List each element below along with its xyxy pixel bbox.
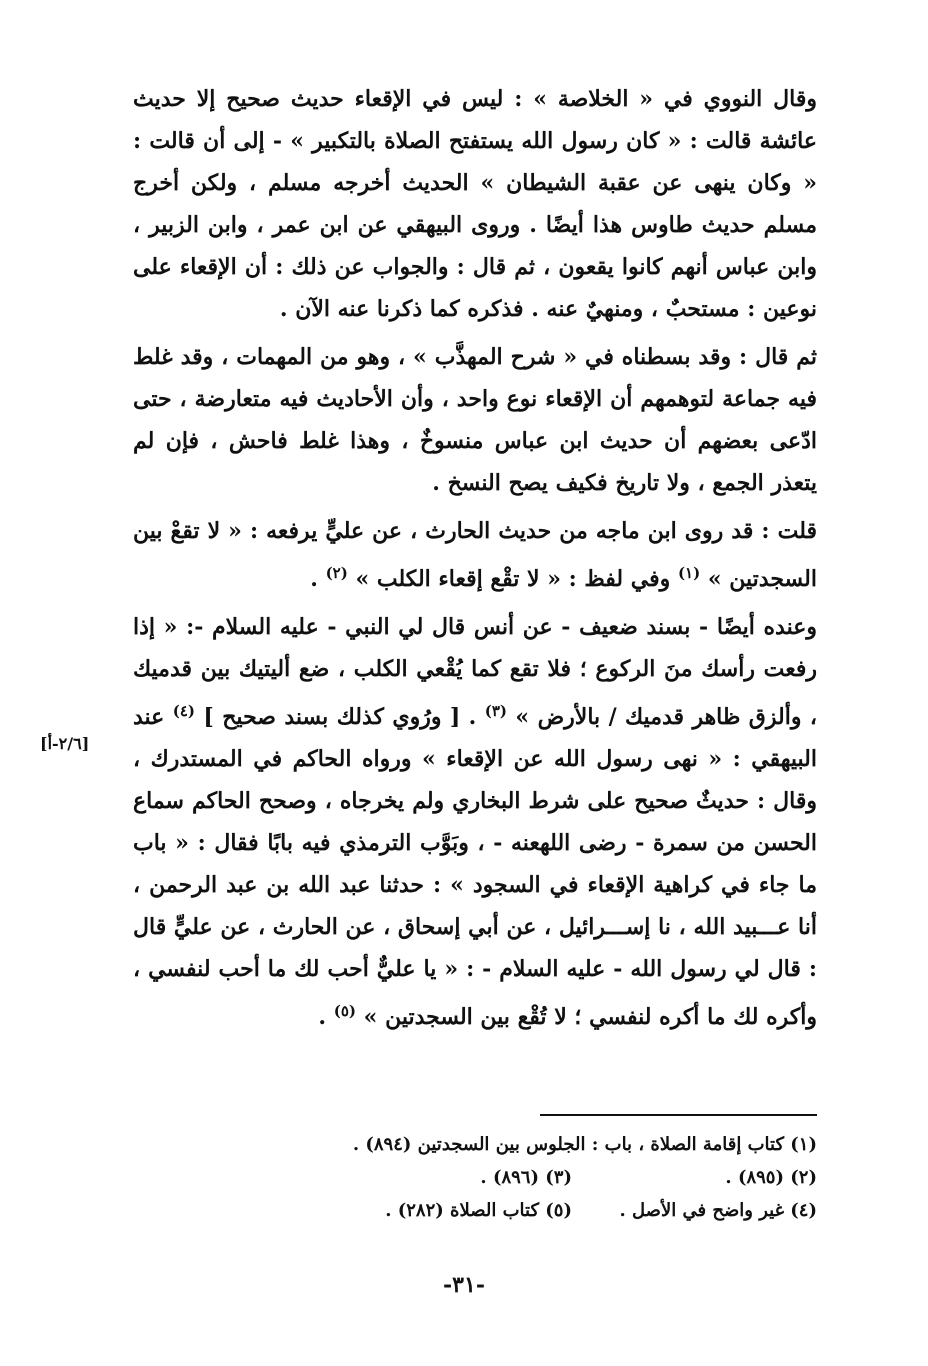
footnote-4: (٤) غير واضح في الأصل . (619, 1200, 817, 1221)
footnote-2: (٢) (٨٩٥) . (725, 1167, 817, 1188)
manuscript-folio-reference: [٢/٦-أ] (40, 734, 90, 753)
paragraph-text: . (310, 566, 318, 592)
footnote-1: (١) كتاب إقامة الصلاة ، باب : الجلوس بين السجدتين (٨٩٤) . (352, 1134, 817, 1155)
paragraph-text: ثم قال : وقد بسطناه في « شرح المهذَّب » ، وهو من المهمات ، وقد غلط فيه جماعة لتوهمهم أن الإقعاء نوع واحد ، وأن الأحاديث فيه متعارضة ، حتى ادّعى بعضهم أن حديث ابن عباس منسوخٌ ، وهذا غلط فاحش ، فإن لم يتعذر الجمع ، ولا تاريخ فكيف يصح النسخ . (133, 344, 817, 496)
footnote-row (200, 1194, 817, 1227)
paragraph-text: عند البيهقي : « نهى رسول الله عن الإقعاء » ورواه الحاكم في المستدرك ، وقال : حديثٌ صحيح على شرط البخاري ولم يخرجاه ، وصحح الحاكم سماع الحسن من سمرة - رضى اللهعنه - ، وبَوَّب الترمذي فيه بابًا فقال : « باب ما جاء في كراهية الإقعاء في السجود » : حدثنا عبد الله بن عبد الرحمن ، أنا عـــبيد الله ، نا إســـرائيل ، عن أبي إسحاق ، عن الحارث ، عن عليٍّ قال : قال لي رسول الله - عليه السلام - : « يا عليٌّ أحب لك ما أحب لنفسي ، وأكره لك ما أكره لنفسي ؛ لا تُقْع بين السجدتين » (133, 704, 818, 1030)
footnote-divider (540, 1114, 817, 1116)
paragraph-nawawi (133, 78, 817, 330)
footnote-marker-2: (٢) (325, 564, 348, 582)
paragraph-text: وقال النووي في « الخلاصة » : ليس في الإقعاء حديث صحيح إلا حديث عائشة قالت : « كان رسول الله يستفتح الصلاة بالتكبير » - إلى أن قالت : « وكان ينهى عن عقبة الشيطان » الحديث أخرجه مسلم ، ولكن أخرج مسلم حديث طاوس هذا أيضًا . وروى البيهقي عن ابن عمر ، وابن الزبير ، وابن عباس أنهم كانوا يقعون ، ثم قال : والجواب عن ذلك : أن الإقعاء على نوعين : مستحبٌ ، ومنهيٌ عنه . فذكره كما ذكرنا عنه الآن . (133, 86, 817, 322)
footnotes (200, 1128, 817, 1227)
main-text (133, 78, 817, 1044)
paragraph-text: قلت : قد روى ابن ماجه من حديث الحارث ، عن عليٍّ يرفعه : « لا تقعْ بين السجدتين » (133, 518, 817, 592)
paragraph-qultu (133, 510, 817, 600)
paragraph-text: وفي لفظ : « لا تقْع إقعاء الكلب » (355, 566, 671, 592)
footnote-3: (٣) (٨٩٦) . (480, 1167, 572, 1188)
paragraph-anas (133, 606, 817, 1038)
paragraph-commentary (133, 336, 817, 504)
footnote-5: (٥) كتاب الصلاة (٢٨٢) . (385, 1200, 572, 1221)
footnote-row (200, 1161, 817, 1194)
footnote-marker-1: (١) (677, 564, 701, 582)
paragraph-text: . [ ورُوي كذلك بسند صحيح ] (203, 704, 477, 730)
footnote-marker-4: (٤) (172, 702, 196, 720)
page-number: -٣١- (443, 1272, 485, 1298)
paragraph-text: وعنده أيضًا - بسند ضعيف - عن أنس قال لي النبي - عليه السلام -: « إذا رفعت رأسك منَ الركوع ؛ فلا تقع كما يُقْعي الكلب ، ضع أليتيك بين قدميك ، وألزق ظاهر قدميك / بالأرض » (133, 614, 817, 730)
footnote-marker-5: (٥) (333, 1002, 356, 1020)
footnote-row (200, 1128, 817, 1161)
footnote-marker-3: (٣) (484, 702, 508, 720)
paragraph-text: . (318, 1004, 327, 1030)
